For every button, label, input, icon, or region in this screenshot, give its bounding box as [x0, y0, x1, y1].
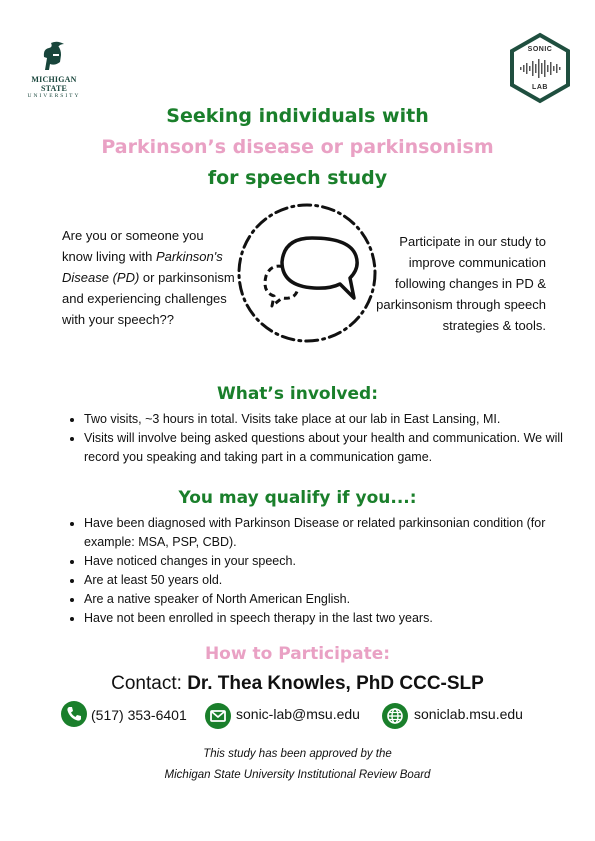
involved-title: What’s involved:	[216, 384, 379, 404]
mail-icon	[205, 703, 231, 729]
globe-icon	[382, 703, 408, 729]
qualify-list	[64, 514, 564, 628]
spartan-helmet-icon	[39, 40, 69, 72]
email-link[interactable]: sonic-lab@msu.edu	[236, 706, 360, 722]
chat-bubbles-icon	[232, 198, 382, 348]
intro-left-text	[62, 225, 237, 330]
list-item: • Visits will involve being asked questions about your health and communication. We will record you speaking and taking part in a communication game.	[84, 429, 564, 467]
intro-left-italic: Parkinson's Disease (PD)	[62, 249, 223, 285]
list-item: • Are at least 50 years old.	[84, 571, 564, 590]
phone-link[interactable]: (517) 353-6401	[91, 707, 187, 723]
msu-subtitle: UNIVERSITY	[27, 93, 81, 99]
list-item: • Have noticed changes in your speech.	[84, 552, 564, 571]
headline-line-2: Parkinson’s disease or parkinsonism	[101, 136, 494, 158]
list-item: • Have been diagnosed with Parkinson Disease or related parkinsonian condition (for example: MSA, PSP, CBD).	[84, 514, 564, 552]
phone-icon	[61, 701, 87, 727]
msu-name: MICHIGAN STATE	[31, 75, 77, 93]
sonic-lab-top-text: SONIC	[527, 46, 553, 53]
contact-prefix: Contact:	[111, 673, 188, 694]
approval-line-2: Michigan State University Institutional Review Board	[164, 769, 431, 781]
headline-line-1: Seeking individuals with	[166, 105, 429, 127]
list-item: • Two visits, ~3 hours in total. Visits take place at our lab in East Lansing, MI.	[84, 410, 564, 429]
website-link[interactable]: soniclab.msu.edu	[414, 706, 523, 722]
sonic-lab-bottom-text: LAB	[532, 84, 548, 91]
involved-list	[64, 410, 564, 467]
list-item: • Have not been enrolled in speech therapy in the last two years.	[84, 609, 564, 628]
list-item: • Are a native speaker of North American English.	[84, 590, 564, 609]
approval-line-1: This study has been approved by the	[203, 748, 392, 760]
contact-name: Dr. Thea Knowles, PhD CCC-SLP	[187, 673, 484, 694]
contact-line	[0, 673, 595, 695]
msu-logo	[18, 40, 90, 100]
headline-line-3: for speech study	[207, 167, 388, 189]
intro-right-text: Participate in our study to improve communication following changes in PD & parkinsonism through speech strategies & tools.	[376, 234, 546, 333]
chat-graphic	[232, 198, 382, 348]
sonic-lab-logo	[508, 32, 572, 104]
intro-left-part-2: or parkinsonism and experiencing challenges with your speech??	[62, 270, 235, 327]
participate-title: How to Participate:	[204, 644, 391, 664]
sonic-lab-hexagon-icon	[508, 32, 572, 104]
qualify-title: You may qualify if you...:	[178, 488, 417, 508]
intro-left-part-1: Are you or someone you know living with	[62, 228, 204, 264]
